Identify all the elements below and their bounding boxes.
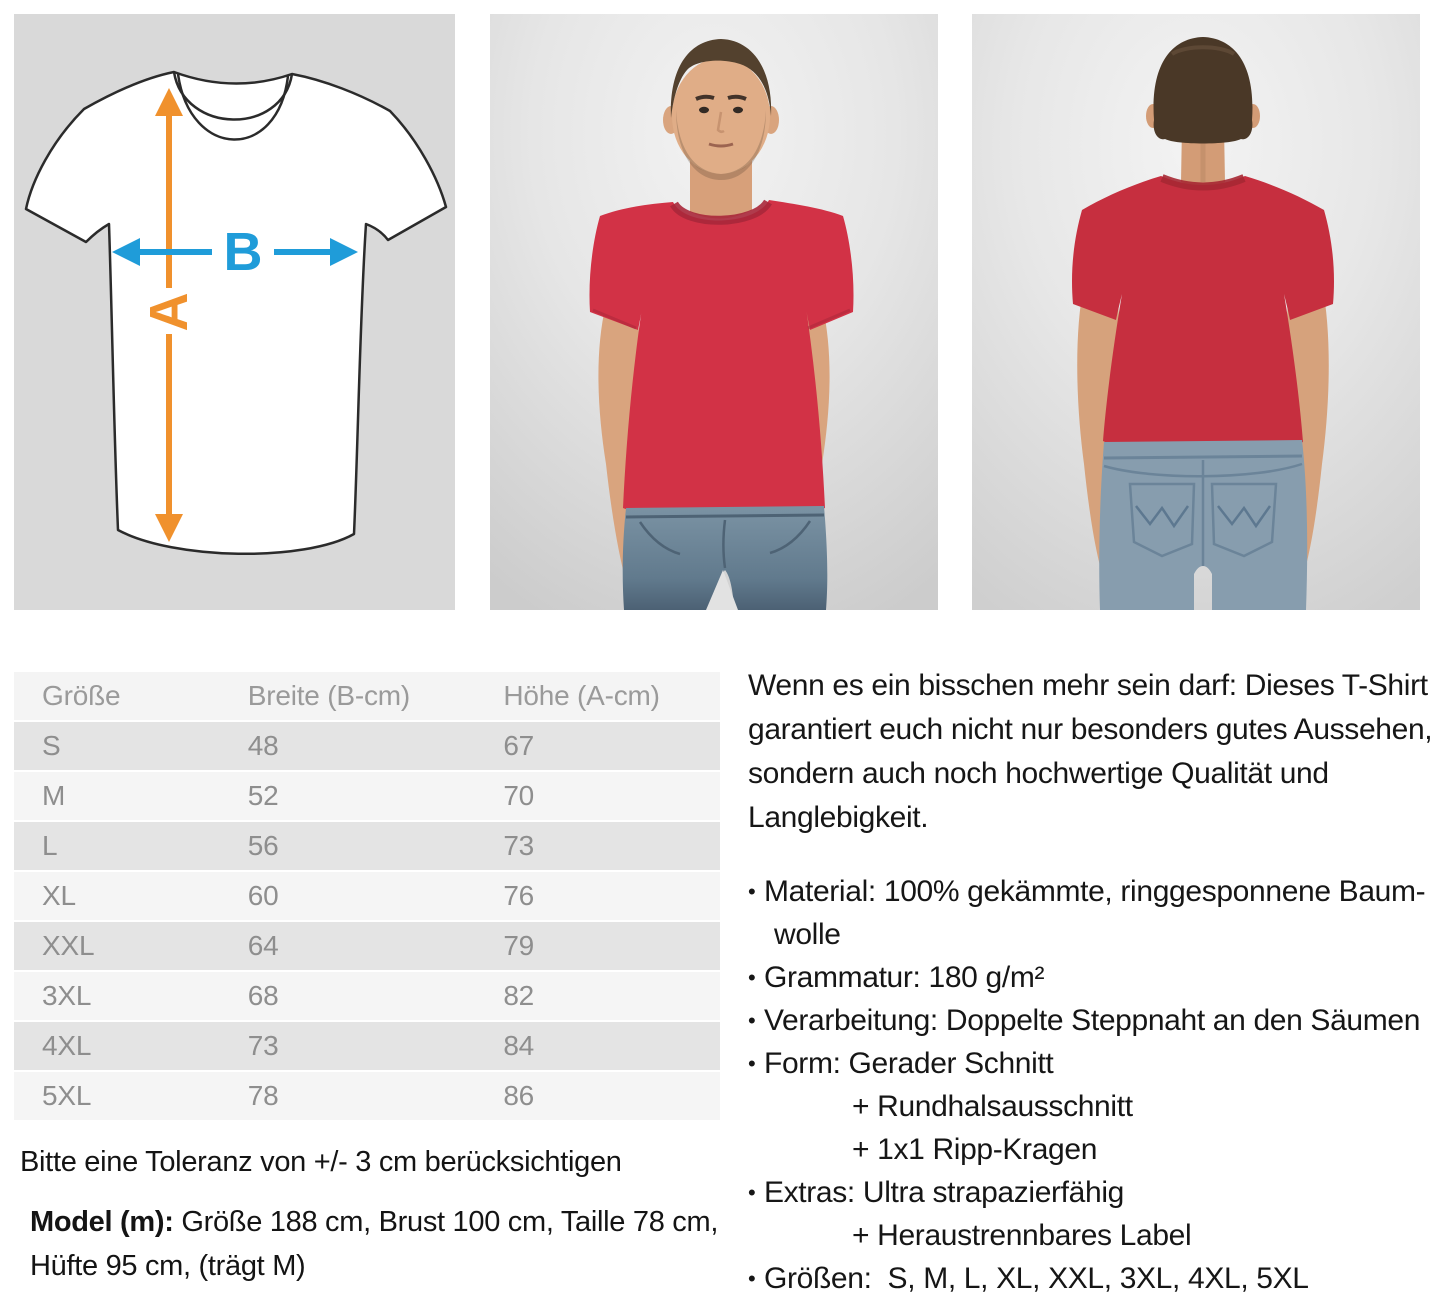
table-cell: M	[14, 772, 220, 822]
model-back-figure	[972, 14, 1420, 610]
model-note-text: Größe 188 cm, Brust 100 cm, Taille 78 cm, Hüfte 95 cm, (trägt M)	[30, 1206, 719, 1282]
table-cell: 86	[475, 1072, 720, 1122]
label-b: B	[223, 222, 263, 282]
table-cell: 4XL	[14, 1022, 220, 1072]
feature-item	[748, 1257, 1435, 1292]
model-back-photo	[972, 14, 1420, 610]
feature-item-continuation: + 1x1 Ripp-Kragen	[852, 1133, 1098, 1166]
description-intro: Wenn es ein bisschen mehr sein darf: Dieses T-Shirt garantiert euch nicht nur besonders gutes Aussehen, sondern auch noch hochwertige Qualität und Langlebigkeit.	[748, 669, 1433, 834]
table-cell: 48	[220, 722, 476, 772]
feature-item-text: Größen: S, M, L, XL, XXL, 3XL, 4XL, 5XL	[764, 1262, 1309, 1292]
model-note-label: Model (m):	[30, 1206, 174, 1238]
label-a: A	[139, 292, 199, 332]
table-cell: 68	[220, 972, 476, 1022]
feature-item-continuation: wolle	[774, 918, 841, 951]
bullet-dot-icon: •	[748, 1266, 756, 1291]
size-table-body	[14, 722, 720, 1122]
bullet-dot-icon: •	[748, 965, 756, 990]
table-cell: L	[14, 822, 220, 872]
feature-item-continuation: + Heraustrennbares Label	[852, 1219, 1192, 1252]
table-row	[14, 1022, 720, 1072]
model-measurements-note	[30, 1200, 736, 1288]
table-cell: 76	[475, 872, 720, 922]
table-cell: XL	[14, 872, 220, 922]
front-left-eye	[699, 107, 709, 113]
table-row	[14, 1072, 720, 1122]
tshirt-outline	[26, 72, 446, 554]
table-row	[14, 872, 720, 922]
feature-item-continuation: + Rundhalsausschnitt	[852, 1090, 1133, 1123]
model-front-photo	[490, 14, 938, 610]
table-cell: 67	[475, 722, 720, 772]
table-cell: 5XL	[14, 1072, 220, 1122]
table-cell: 78	[220, 1072, 476, 1122]
back-jeans-waistband	[1104, 456, 1302, 458]
feature-item	[748, 956, 1435, 999]
front-right-eyebrow	[728, 97, 746, 99]
size-table-header-cell: Breite (B-cm)	[220, 672, 476, 722]
feature-item	[748, 1042, 1435, 1085]
bullet-dot-icon: •	[748, 879, 756, 904]
size-table-header-cell: Höhe (A-cm)	[475, 672, 720, 722]
table-row	[14, 822, 720, 872]
front-left-eyebrow	[696, 97, 714, 99]
feature-list	[748, 870, 1435, 1292]
table-cell: 56	[220, 822, 476, 872]
tshirt-measure-diagram	[14, 14, 455, 610]
feature-item-text: Form: Gerader Schnitt	[764, 1047, 1054, 1080]
table-row	[14, 722, 720, 772]
table-cell: 70	[475, 772, 720, 822]
feature-item	[748, 999, 1435, 1042]
feature-item	[748, 1171, 1435, 1214]
feature-item-text: Grammatur: 180 g/m²	[764, 961, 1045, 994]
size-table	[14, 672, 720, 1122]
table-row	[14, 972, 720, 1022]
feature-item-text: Verarbeitung: Doppelte Steppnaht an den Säumen	[764, 1004, 1421, 1037]
table-cell: 60	[220, 872, 476, 922]
front-jeans-waistband	[626, 515, 824, 517]
size-table-header-cell: Größe	[14, 672, 220, 722]
table-cell: 52	[220, 772, 476, 822]
bullet-dot-icon: •	[748, 1051, 756, 1076]
table-cell: 82	[475, 972, 720, 1022]
product-description	[748, 664, 1435, 1292]
table-cell: 73	[475, 822, 720, 872]
feature-item	[748, 870, 1435, 913]
size-table-header-row	[14, 672, 720, 722]
table-cell: 64	[220, 922, 476, 972]
table-cell: S	[14, 722, 220, 772]
front-right-eye	[733, 107, 743, 113]
table-cell: XXL	[14, 922, 220, 972]
bullet-dot-icon: •	[748, 1008, 756, 1033]
model-front-figure	[490, 14, 938, 610]
size-diagram-panel	[14, 14, 455, 610]
table-cell: 79	[475, 922, 720, 972]
back-tshirt	[1072, 176, 1334, 452]
feature-item-text: Extras: Ultra strapazierfähig	[764, 1176, 1124, 1209]
table-cell: 84	[475, 1022, 720, 1072]
table-row	[14, 922, 720, 972]
feature-item-text: Material: 100% gekämmte, ringgesponnene Baum-	[764, 875, 1426, 908]
table-row	[14, 772, 720, 822]
bullet-dot-icon: •	[748, 1180, 756, 1205]
table-cell: 73	[220, 1022, 476, 1072]
table-cell: 3XL	[14, 972, 220, 1022]
tolerance-note: Bitte eine Toleranz von +/- 3 cm berücksichtigen	[20, 1146, 622, 1178]
